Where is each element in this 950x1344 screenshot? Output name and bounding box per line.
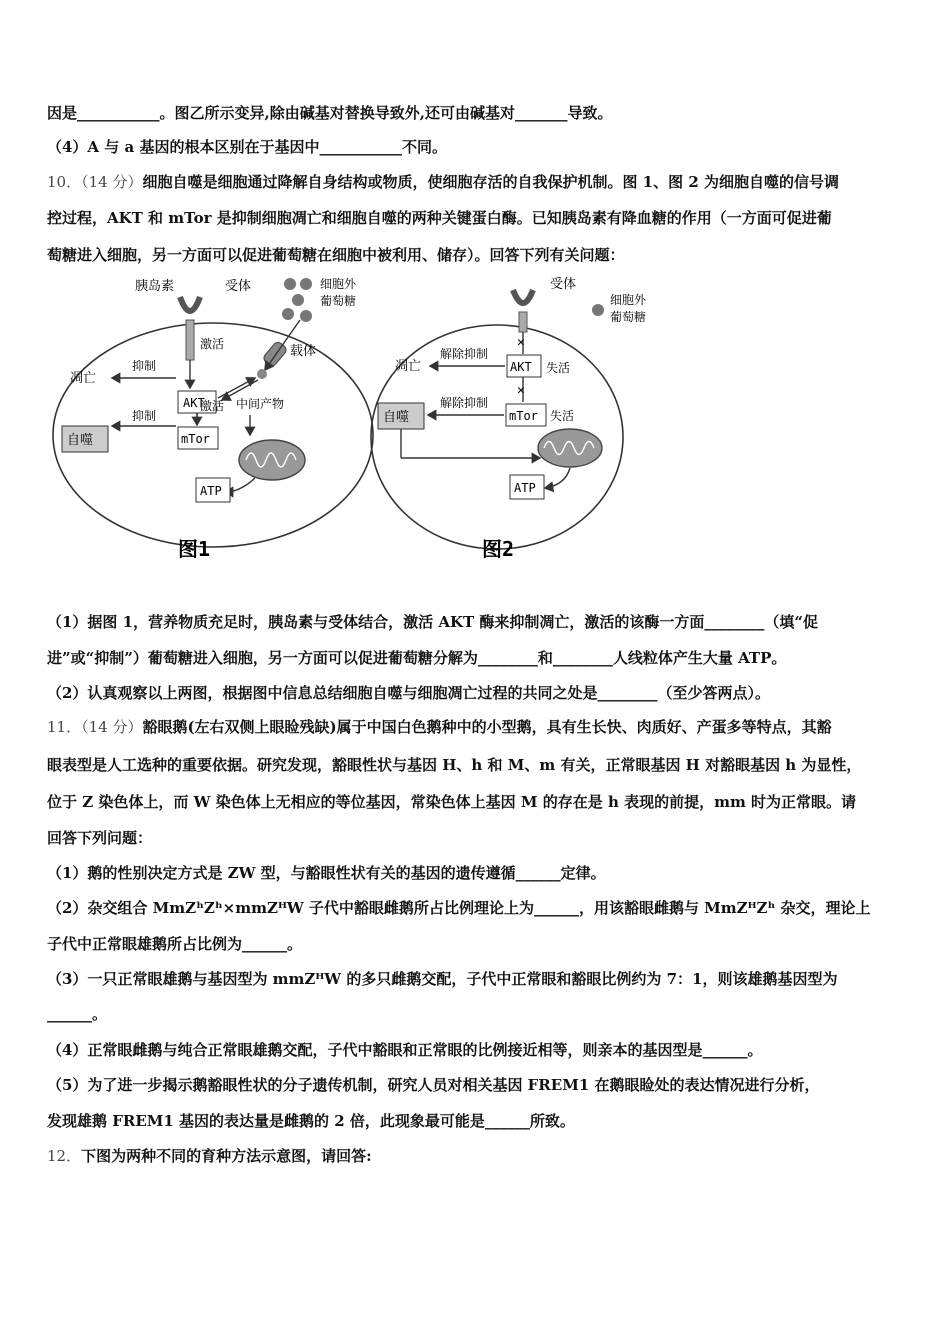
- mitochondrion-icon: [538, 429, 602, 467]
- question-text: 豁眼鹅(左右双侧上眼睑残缺)属于中国白色鹅种中的小型鹅，具有生长快、肉质好、产蛋多等特点，其豁: [142, 718, 832, 736]
- text-line: （1）据图 1，营养物质充足时，胰岛素与受体结合，激活 AKT 酶来抑制凋亡，激活的该酶一方面________（填“促: [47, 613, 819, 631]
- extracellular-label: 细胞外: [610, 293, 647, 307]
- question-number: 11．（14 分）: [47, 718, 143, 736]
- question-12: [47, 1146, 372, 1166]
- extracellular-label: 细胞外: [320, 277, 357, 291]
- apoptosis-label: 凋亡: [395, 359, 422, 374]
- mtor-label: mTor: [181, 432, 210, 446]
- glucose-icon: [300, 310, 312, 322]
- receptor-stem-icon: [519, 312, 527, 332]
- glucose-label: 葡萄糖: [610, 310, 647, 324]
- intermediate-label: 中间产物: [236, 397, 285, 411]
- text-line: （2）认真观察以上两图，根据图中信息总结细胞自噬与细胞凋亡过程的共同之处是________（至少答两点）。: [47, 684, 770, 702]
- autophagy-diagram: [50, 270, 650, 575]
- glucose-icon: [300, 278, 312, 290]
- receptor-icon: [180, 297, 200, 311]
- inhibit-label: 抑制: [132, 409, 157, 423]
- text-line: 发现雄鹅 FREM1 基因的表达量是雌鹅的 2 倍，此现象最可能是______所致。: [47, 1112, 575, 1130]
- carrier-label: 载体: [290, 344, 317, 359]
- text-line: 进”或“抑制”）葡萄糖进入细胞，另一方面可以促进葡萄糖分解为________和________人线粒体产生大量 ATP。: [47, 649, 787, 667]
- apoptosis-label: 凋亡: [70, 371, 97, 386]
- figure-caption: 图1: [178, 537, 211, 561]
- autophagy-label: 自噬: [67, 433, 94, 448]
- svg-text:✕: ✕: [517, 383, 525, 398]
- receptor-label: 受体: [550, 277, 577, 292]
- text-line: （3）一只正常眼雄鹅与基因型为 mmZᴴW 的多只雌鹅交配，子代中正常眼和豁眼比例约为 7：1，则该雄鹅基因型为: [47, 970, 838, 988]
- text-line: 位于 Z 染色体上，而 W 染色体上无相应的等位基因，常染色体上基因 M 的存在是 h 表现的前提，mm 时为正常眼。请: [47, 793, 857, 811]
- release-label: 解除抑制: [440, 347, 489, 361]
- inactive-label: 失活: [546, 361, 571, 375]
- question-number: 10．（14 分）: [47, 173, 143, 191]
- activate-label: 激活: [200, 399, 225, 413]
- text-line: （4）正常眼雌鹅与纯合正常眼雄鹅交配，子代中豁眼和正常眼的比例接近相等，则亲本的基因型是______。: [47, 1041, 763, 1059]
- glucose-label: 葡萄糖: [320, 294, 357, 308]
- receptor-label: 受体: [225, 279, 252, 294]
- activate-label: 激活: [200, 337, 225, 351]
- akt-label: AKT: [183, 396, 205, 410]
- autophagy-figure: [50, 270, 650, 575]
- atp-label: ATP: [514, 481, 536, 495]
- atp-label: ATP: [200, 484, 222, 498]
- glucose-icon: [284, 278, 296, 290]
- text-line: 回答下列问题：: [47, 829, 153, 847]
- release-label: 解除抑制: [440, 396, 489, 410]
- mtor-label: mTor: [509, 409, 538, 423]
- question-text: 下图为两种不同的育种方法示意图，请回答:: [81, 1147, 372, 1165]
- question-11: [47, 717, 832, 737]
- question-number: 12．: [47, 1147, 82, 1165]
- text-line: （5）为了进一步揭示鹅豁眼性状的分子遗传机制，研究人员对相关基因 FREM1 在鹅眼睑处的表达情况进行分析，: [47, 1076, 820, 1094]
- text-line: （4）A 与 a 基因的根本区别在于基因中___________不同。: [47, 138, 447, 156]
- autophagy-label: 自噬: [383, 410, 410, 425]
- svg-text:✕: ✕: [517, 335, 525, 350]
- glucose-icon: [282, 308, 294, 320]
- carrier-icon: [262, 340, 288, 367]
- text-line: ______。: [47, 1005, 108, 1023]
- mitochondrion-icon: [239, 440, 305, 480]
- receptor-stem-icon: [186, 320, 194, 360]
- text-line: 控过程，AKT 和 mTor 是抑制细胞凋亡和细胞自噬的两种关键蛋白酶。已知胰岛素有降血糖的作用（一方面可促进葡: [47, 209, 832, 227]
- text-line: 眼表型是人工选种的重要依据。研究发现，豁眼性状与基因 H、h 和 M、m 有关，正常眼基因 H 对豁眼基因 h 为显性，: [47, 756, 862, 774]
- glucose-icon: [592, 304, 604, 316]
- insulin-label: 胰岛素: [135, 279, 175, 294]
- text-line: （1）鹅的性别决定方式是 ZW 型，与豁眼性状有关的基因的遗传遵循______定律。: [47, 864, 606, 882]
- question-text: 细胞自噬是细胞通过降解自身结构或物质，使细胞存活的自我保护机制。图 1、图 2 为细胞自噬的信号调: [142, 173, 839, 191]
- text-line: 萄糖进入细胞，另一方面可以促进葡萄糖在细胞中被利用、储存）。回答下列有关问题：: [47, 246, 625, 264]
- akt-label: AKT: [510, 360, 532, 374]
- inhibit-label: 抑制: [132, 359, 157, 373]
- figure-caption: 图2: [482, 537, 515, 561]
- inactive-label: 失活: [550, 409, 575, 423]
- text-line: （2）杂交组合 MmZʰZʰ×mmZᴴW 子代中豁眼雌鹅所占比例理论上为______，用该豁眼雌鹅与 MmZᴴZʰ 杂交，理论上: [47, 899, 871, 917]
- receptor-icon: [513, 290, 533, 303]
- text-line: 子代中正常眼雄鹅所占比例为______。: [47, 935, 303, 953]
- question-10: [47, 172, 839, 192]
- text-line: 因是___________。图乙所示变异,除由碱基对替换导致外,还可由碱基对_______导致。: [47, 104, 613, 122]
- glucose-icon: [292, 294, 304, 306]
